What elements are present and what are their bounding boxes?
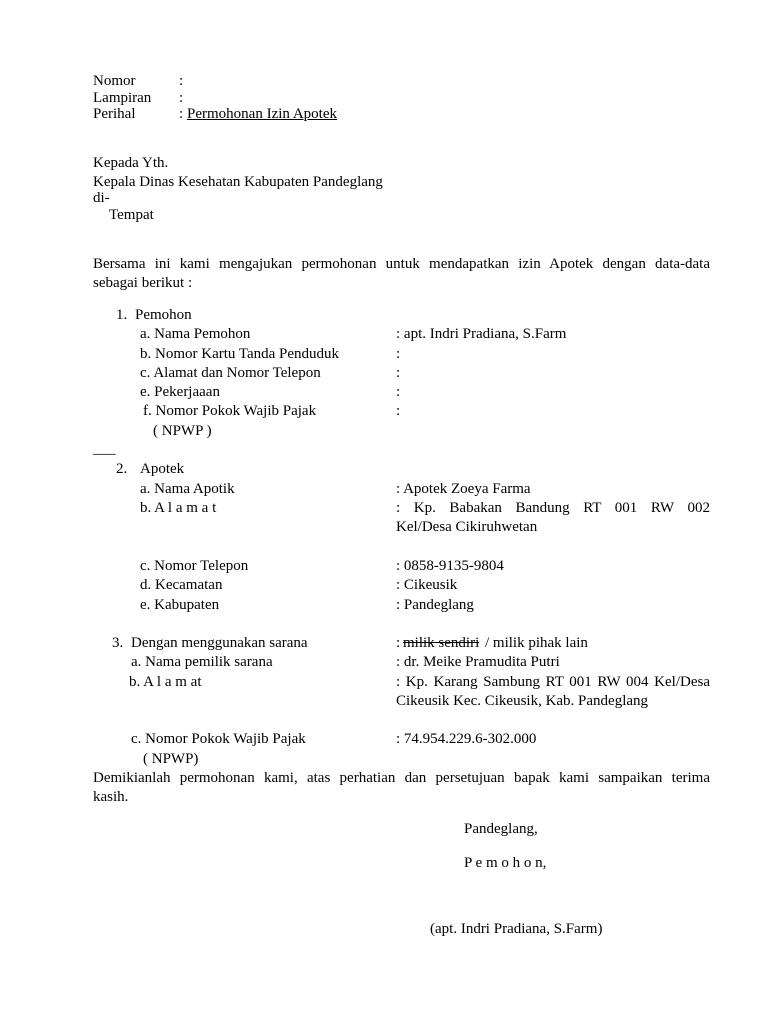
- nomor-colon: :: [179, 73, 184, 89]
- section3-number: 3.: [112, 635, 124, 651]
- sarana-struck-option: milik sendiri: [403, 635, 480, 651]
- s1-value-c: :: [396, 365, 401, 381]
- signature-role: P e m o h o n,: [464, 855, 547, 871]
- section2-title: Apotek: [140, 461, 185, 477]
- s3-value-b-line2: Cikeusik Kec. Cikeusik, Kab. Pandeglang: [396, 693, 649, 709]
- signature-name: (apt. Indri Pradiana, S.Farm): [430, 921, 603, 937]
- s2-value-d: : Cikeusik: [396, 577, 458, 593]
- s1-label-a: a. Nama Pemohon: [140, 326, 251, 342]
- s2-label-d: d. Kecamatan: [140, 577, 223, 593]
- s3-npwp-note: ( NPWP): [143, 751, 199, 767]
- sarana-selected-option: / milik pihak lain: [485, 635, 588, 651]
- s1-value-b: :: [396, 346, 401, 362]
- s3-value-a: : dr. Meike Pramudita Putri: [396, 654, 560, 670]
- s2-value-b-line1: : Kp. Babakan Bandung RT 001 RW 002: [396, 500, 710, 516]
- s3-value-c: : 74.954.229.6-302.000: [396, 731, 537, 747]
- s2-value-b-line2: Kel/Desa Cikiruhwetan: [396, 519, 538, 535]
- s1-label-f: f. Nomor Pokok Wajib Pajak: [143, 403, 317, 419]
- s2-label-c: c. Nomor Telepon: [140, 558, 249, 574]
- signature-place: Pandeglang,: [464, 821, 538, 837]
- recipient-line4: Tempat: [109, 207, 154, 223]
- s1-npwp-note: ( NPWP ): [153, 423, 212, 439]
- lampiran-label: Lampiran: [93, 90, 152, 106]
- s1-label-e: e. Pekerjaaan: [140, 384, 220, 400]
- section2-number: 2.: [116, 461, 128, 477]
- closing-line2: kasih.: [93, 789, 129, 805]
- sarana-colon: :: [396, 635, 401, 651]
- s1-value-e: :: [396, 384, 401, 400]
- s3-label-b: b. A l a m at: [129, 674, 202, 690]
- s1-label-b: b. Nomor Kartu Tanda Penduduk: [140, 346, 340, 362]
- s2-value-e: : Pandeglang: [396, 597, 474, 613]
- separator-mark: ___: [93, 441, 116, 457]
- recipient-line3: di-: [93, 190, 110, 206]
- s3-label-c: c. Nomor Pokok Wajib Pajak: [131, 731, 306, 747]
- intro-line2: sebagai berikut :: [93, 275, 193, 291]
- intro-line1: Bersama ini kami mengajukan permohonan untuk mendapatkan izin Apotek dengan data-data: [93, 256, 710, 272]
- section1-title: Pemohon: [135, 307, 192, 323]
- closing-line1: Demikianlah permohonan kami, atas perhatian dan persetujuan bapak kami sampaikan terima: [93, 770, 710, 786]
- recipient-line2: Kepala Dinas Kesehatan Kabupaten Pandeglang: [93, 174, 383, 190]
- section3-title: Dengan menggunakan sarana: [131, 635, 308, 651]
- s2-label-e: e. Kabupaten: [140, 597, 220, 613]
- s2-value-a: : Apotek Zoeya Farma: [396, 481, 531, 497]
- perihal-colon: :: [179, 106, 184, 122]
- s1-value-f: :: [396, 403, 401, 419]
- recipient-line1: Kepada Yth.: [93, 155, 169, 171]
- s2-value-c: : 0858-9135-9804: [396, 558, 504, 574]
- lampiran-colon: :: [179, 90, 184, 106]
- s2-label-b: b. A l a m a t: [140, 500, 217, 516]
- s1-value-a: : apt. Indri Pradiana, S.Farm: [396, 326, 567, 342]
- nomor-label: Nomor: [93, 73, 136, 89]
- s2-label-a: a. Nama Apotik: [140, 481, 235, 497]
- perihal-value: Permohonan Izin Apotek: [187, 106, 337, 122]
- perihal-label: Perihal: [93, 106, 136, 122]
- s1-label-c: c. Alamat dan Nomor Telepon: [140, 365, 321, 381]
- s3-label-a: a. Nama pemilik sarana: [131, 654, 273, 670]
- section1-number: 1.: [116, 307, 128, 323]
- s3-value-b-line1: : Kp. Karang Sambung RT 001 RW 004 Kel/Desa: [396, 674, 710, 690]
